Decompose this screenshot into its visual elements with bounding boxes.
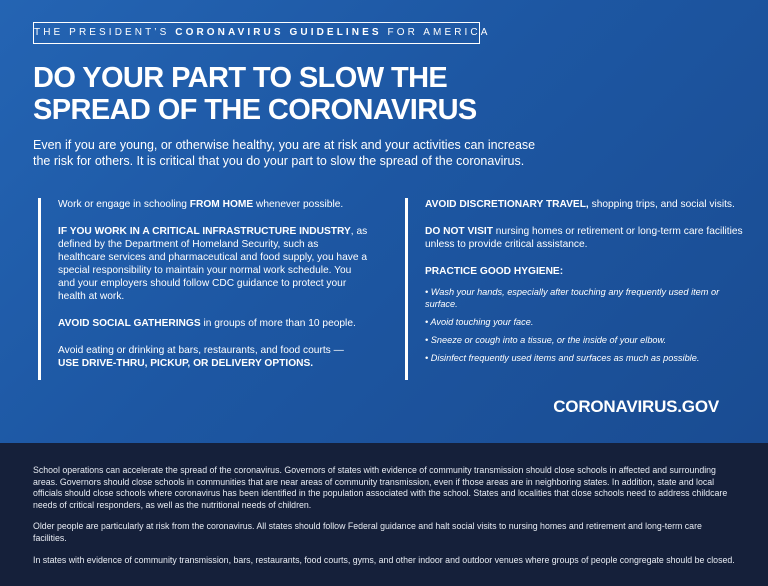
- nursing-homes-item: [425, 225, 745, 251]
- list-item: • Avoid touching your face.: [425, 317, 534, 327]
- title-line-2: SPREAD OF THE CORONAVIRUS: [33, 94, 477, 126]
- dining-item: [58, 344, 368, 370]
- text: whenever possible.: [253, 199, 344, 210]
- hygiene-heading: [425, 265, 745, 278]
- intro-paragraph: Even if you are young, or otherwise healthy, you are at risk and your activities can increase the risk for others. It is critical that you do your part to slow the spread of the coronavirus.: [33, 138, 536, 168]
- text: in groups of more than 10 people.: [200, 318, 356, 329]
- text-bold: PRACTICE GOOD HYGIENE:: [425, 266, 564, 277]
- text: Work or engage in schooling: [58, 199, 190, 210]
- footer-paragraph-schools: School operations can accelerate the spread of the coronavirus. Governors of states with evidence of community transmission should close schools in affected and surrounding areas. Governors should close schools in communities that are near areas of community transmission, even if those areas are in neighboring states. In addition, state and local officials should close schools where coronavirus has been identified in the population associated with the school. States and localities that close schools need to address childcare needs of critical responders, as well as the nutritional needs of children.: [33, 465, 728, 510]
- critical-infrastructure-item: [58, 225, 368, 303]
- travel-item: [425, 198, 745, 211]
- text: shopping trips, and social visits.: [588, 199, 735, 210]
- hygiene-list: [425, 286, 745, 364]
- left-guidance-column: [38, 198, 368, 380]
- text-bold: AVOID DISCRETIONARY TRAVEL,: [425, 199, 589, 210]
- text: , as defined by the Department of Homeland Security, such as healthcare services and pharmaceutical and food supply, you have a special responsibility to maintain your normal work schedule. You and your employers should follow CDC guidance to protect your health at work.: [58, 226, 368, 302]
- banner-text-bold: CORONAVIRUS GUIDELINES: [175, 27, 382, 38]
- text-bold: AVOID SOCIAL GATHERINGS: [58, 318, 201, 329]
- footer-paragraph-venues: In states with evidence of community transmission, bars, restaurants, food courts, gyms, and other indoor and outdoor venues where groups of people congregate should be closed.: [33, 554, 735, 565]
- website-link[interactable]: CORONAVIRUS.GOV: [553, 397, 719, 416]
- text-bold: IF YOU WORK IN A CRITICAL INFRASTRUCTURE INDUSTRY: [58, 226, 351, 237]
- text-bold: DO NOT VISIT: [425, 226, 493, 237]
- list-item: • Sneeze or cough into a tissue, or the inside of your elbow.: [425, 335, 667, 345]
- title-line-1: DO YOUR PART TO SLOW THE: [33, 62, 448, 94]
- banner-text-3: FOR AMERICA: [381, 27, 491, 38]
- work-from-home-item: [58, 198, 368, 211]
- right-guidance-column: [405, 198, 745, 380]
- footer-panel: [0, 443, 768, 586]
- social-gatherings-item: [58, 317, 368, 330]
- banner-text-1: THE PRESIDENT’S: [34, 27, 176, 38]
- list-item: • Disinfect frequently used items and surfaces as much as possible.: [425, 353, 700, 363]
- guidelines-banner: [33, 22, 491, 44]
- text-bold: FROM HOME: [189, 199, 254, 210]
- list-item: • Wash your hands, especially after touching any frequently used item or surface.: [425, 287, 720, 309]
- text: Avoid eating or drinking at bars, restaurants, and food courts —: [58, 345, 344, 356]
- text: nursing homes or retirement or long-term care facilities unless to provide critical assistance.: [425, 226, 743, 250]
- footer-paragraph-older-people: Older people are particularly at risk from the coronavirus. All states should follow Federal guidance and halt social visits to nursing homes and retirement and long-term care facilities.: [33, 521, 702, 543]
- page-title: [33, 62, 733, 126]
- text-bold: USE DRIVE-THRU, PICKUP, OR DELIVERY OPTIONS.: [58, 358, 314, 369]
